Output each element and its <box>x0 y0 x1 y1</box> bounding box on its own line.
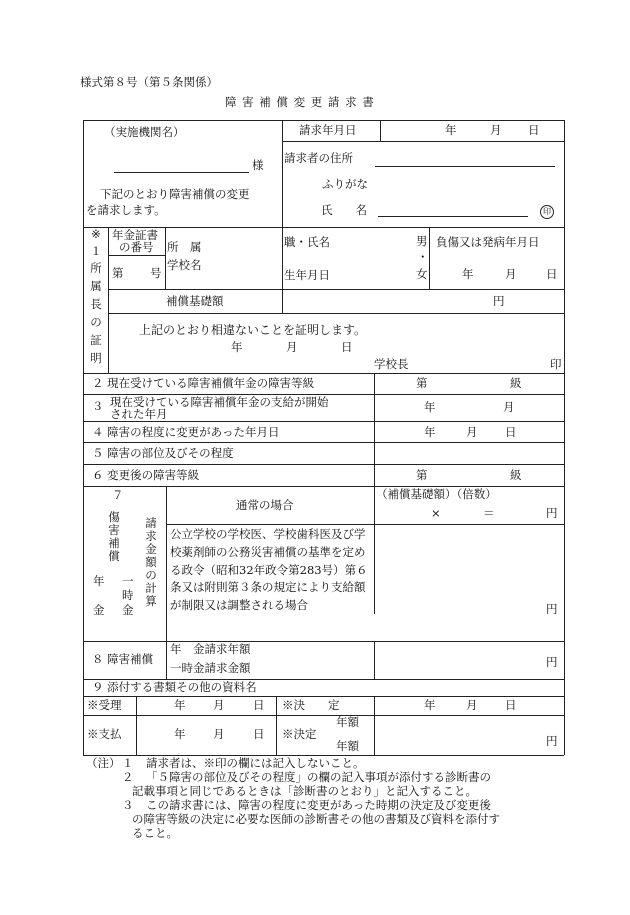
calc-ichi: 一 <box>122 574 134 588</box>
row8-yen: 円 <box>546 655 558 669</box>
receipt-year: 年 <box>174 698 186 712</box>
principal-section-label: ※ １ 所 属 長 の 証 明 <box>90 227 102 365</box>
note1-number: １ <box>122 756 134 770</box>
principal-seal: 印 <box>550 357 562 371</box>
pension-number-label-1: 年金証書 <box>112 228 158 242</box>
calc-kin: 金 <box>93 603 105 617</box>
annual-amount-label-1: 年額 <box>336 715 359 729</box>
calc-ji: 時 <box>122 588 134 602</box>
base-amount-yen: 円 <box>493 294 505 308</box>
principal-label: 学校長 <box>374 357 409 371</box>
request-date-year: 年 <box>445 123 457 137</box>
row3-number: ３ <box>92 399 104 413</box>
row8-pension-amount: 年 金請求年額 <box>170 642 251 656</box>
address-field[interactable] <box>375 166 555 167</box>
row6-label: ６ 変更後の障害等級 <box>92 468 200 482</box>
note3-text-line2: の障害等級の決定に必要な医師の診断書その他の書類及び資料を添付す <box>132 812 500 826</box>
row8-label: ８ 障害補償 <box>92 652 154 666</box>
certify-month: 月 <box>286 340 298 354</box>
form-number: 様式第８号（第５条関係） <box>80 75 218 89</box>
formula-times: × <box>431 506 441 520</box>
calc-label-col1: 傷 害 補 償 <box>108 510 120 563</box>
name-label: 氏 名 <box>321 203 367 217</box>
certify-day: 日 <box>341 340 353 354</box>
form-title: 障 害 補 償 変 更 請 求 書 <box>225 95 375 109</box>
receipt-label: ※受理 <box>87 698 122 712</box>
row2-kyu: 級 <box>510 376 522 390</box>
row5-label: ５ 障害の部位及びその程度 <box>92 446 234 460</box>
payment-year: 年 <box>174 727 186 741</box>
request-date-label: 請求年月日 <box>299 123 357 137</box>
pension-dai: 第 <box>112 266 124 280</box>
injury-day: 日 <box>546 267 558 281</box>
request-date-month: 月 <box>490 123 502 137</box>
sex-female: 女 <box>416 267 428 281</box>
decision2-label: ※決定 <box>282 727 317 741</box>
row2-dai: 第 <box>416 376 428 390</box>
note2-text-line2: 記載事項と同じであるときは「診断書のとおり」と記入すること。 <box>132 784 477 798</box>
note2-text-line1: 「５障害の部位及びその程度」の欄の記入事項が添付する診断書の <box>146 770 491 784</box>
request-text-line1: 下記のとおり障害補償の変更 <box>100 187 250 201</box>
injury-date-label: 負傷又は発病年月日 <box>436 235 540 249</box>
row6-dai: 第 <box>416 468 428 482</box>
agency-label: （実施機関名） <box>104 125 185 139</box>
sama-label: 様 <box>252 158 264 172</box>
notes-prefix: （注） <box>86 756 121 770</box>
affiliation-label: 所 属 <box>167 240 202 254</box>
request-text-line2: を請求します。 <box>86 203 166 217</box>
normal-case-label: 通常の場合 <box>236 498 294 512</box>
formula-yen: 円 <box>546 506 558 520</box>
row3-year: 年 <box>424 400 436 414</box>
payment-day: 日 <box>253 727 265 741</box>
decision2-yen: 円 <box>546 734 558 748</box>
note3-text-line1: この請求書には、障害の程度に変更があった時期の決定及び変更後 <box>146 798 491 812</box>
row6-kyu: 級 <box>510 468 522 482</box>
seal-mark: 印 <box>540 205 554 219</box>
calc-label-col2: 請 求 金 額 の 計 算 <box>145 516 157 608</box>
decision-day: 日 <box>505 698 517 712</box>
annual-amount-label-2: 年額 <box>336 739 359 753</box>
injury-month: 月 <box>505 267 517 281</box>
note2-number: ２ <box>122 770 134 784</box>
payment-label: ※支払 <box>87 727 122 741</box>
school-name-label: 学校名 <box>167 258 202 272</box>
special-case-text: 公立学校の学校医、学校歯科医及び学校薬剤師の公務災害補償の基準を定める政令（昭和32年政令第283号）第６条又は附則第３条の規定により支給額が制限又は調整される場合 <box>170 527 368 613</box>
address-label: 請求者の住所 <box>284 151 353 165</box>
row4-day: 日 <box>505 425 517 439</box>
receipt-month: 月 <box>213 698 225 712</box>
sex-separator: ・ <box>417 250 429 264</box>
special-case-yen: 円 <box>546 602 558 616</box>
row9-label: ９ 添付する書類その他の資料名 <box>92 680 257 694</box>
row3-month: 月 <box>503 400 515 414</box>
row3-label-line2: された年月 <box>110 407 168 421</box>
row8-lump-sum: 一時金請求金額 <box>170 661 251 675</box>
decision-label: ※決 定 <box>282 698 340 712</box>
note3-text-line3: ること。 <box>132 826 178 840</box>
calc-nen: 年 <box>93 574 105 588</box>
job-name-label: 職・氏名 <box>284 235 330 249</box>
agency-name-line[interactable] <box>114 172 249 173</box>
formula-equals: ＝ <box>483 506 495 520</box>
certify-year: 年 <box>231 340 243 354</box>
row4-label: ４ 障害の程度に変更があった年月日 <box>92 425 280 439</box>
row4-year: 年 <box>424 425 436 439</box>
decision-year: 年 <box>424 698 436 712</box>
receipt-day: 日 <box>253 698 265 712</box>
row7-number: ７ <box>112 488 124 502</box>
row4-month: 月 <box>466 425 478 439</box>
base-amount-label: 補償基礎額 <box>166 294 224 308</box>
pension-go: 号 <box>150 266 162 280</box>
note3-number: ３ <box>122 798 134 812</box>
name-field[interactable] <box>378 216 528 217</box>
calc-kin2: 金 <box>122 603 134 617</box>
certify-text: 上記のとおり相違ないことを証明します。 <box>139 323 367 337</box>
note1-text: 請求者は、※印の欄には記入しないこと。 <box>146 756 365 770</box>
furigana-label: ふりがな <box>322 177 368 191</box>
payment-month: 月 <box>213 727 225 741</box>
birth-date-label: 生年月日 <box>284 268 330 282</box>
injury-year: 年 <box>462 267 474 281</box>
row3-label-line1: 現在受けている障害補償年金の支給が開始 <box>110 395 329 409</box>
row2-label: ２ 現在受けている障害補償年金の障害等級 <box>92 376 315 390</box>
sex-male: 男 <box>416 234 428 248</box>
request-date-day: 日 <box>528 123 540 137</box>
pension-number-label-2: の番号 <box>119 240 154 254</box>
decision-month: 月 <box>466 698 478 712</box>
formula-header: （補償基礎額）（倍数） <box>376 487 497 501</box>
